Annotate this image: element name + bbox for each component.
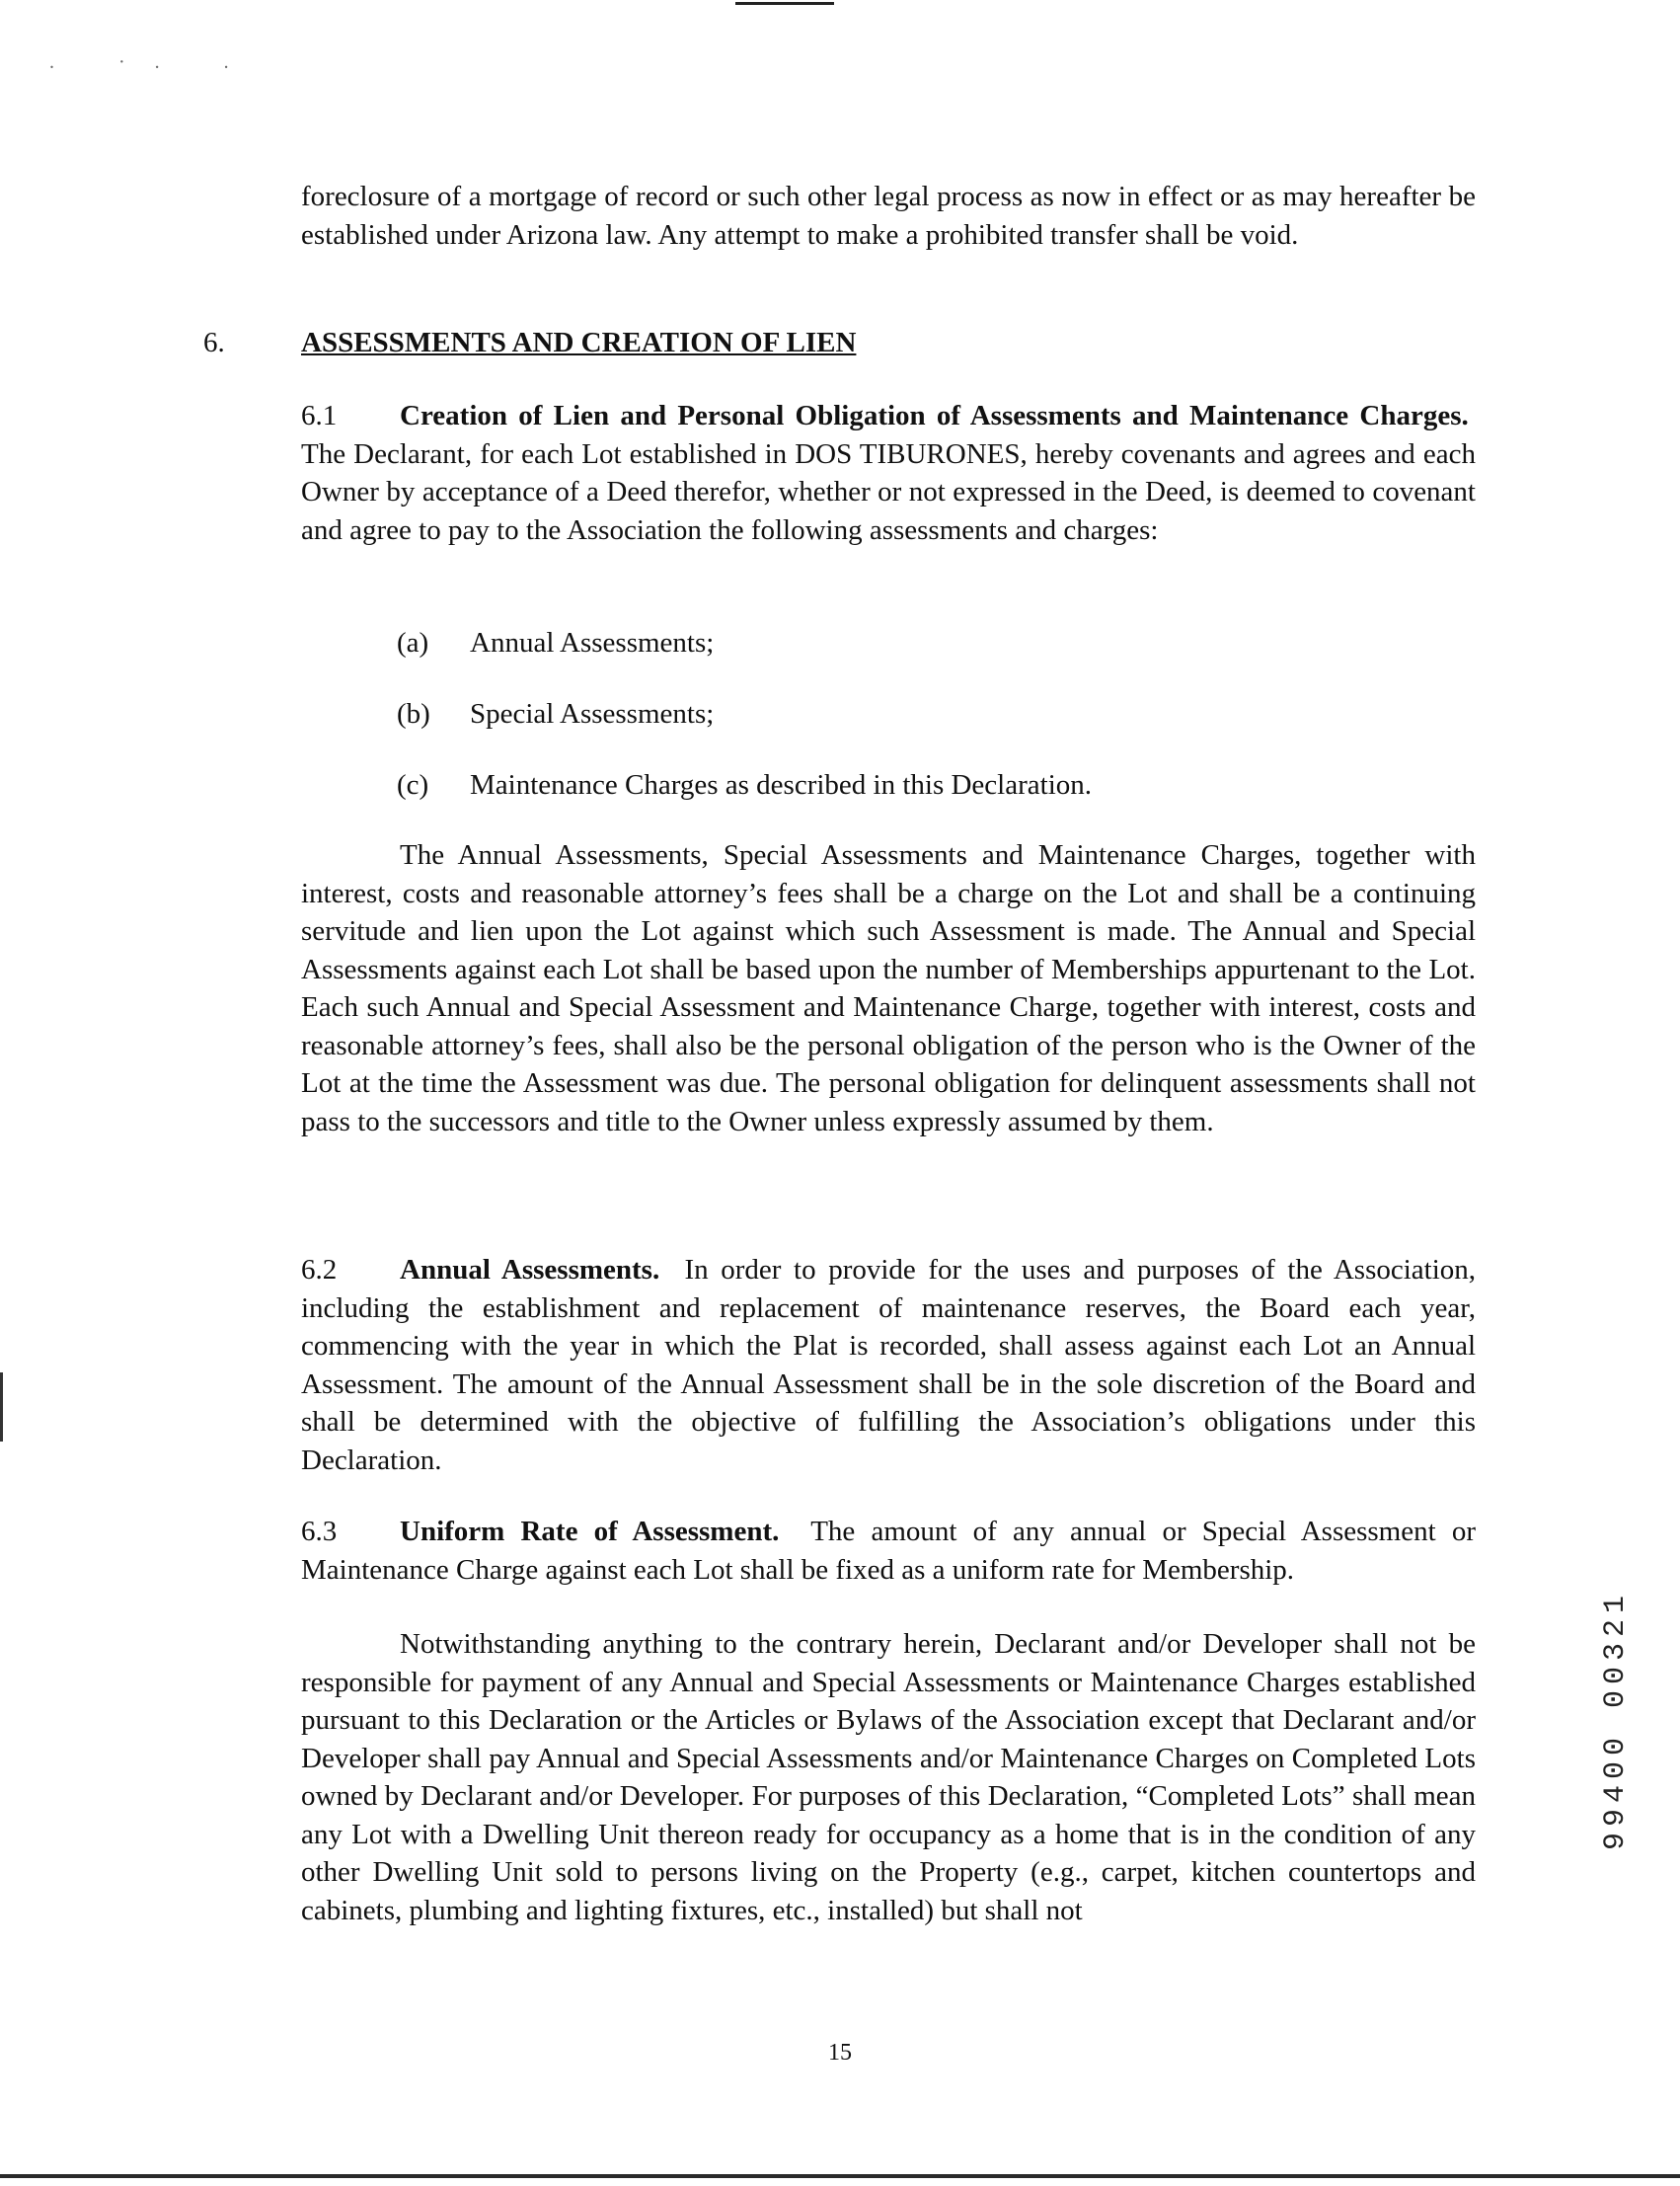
list-marker: (c) <box>397 769 429 801</box>
subsection-text: In order to provide for the uses and purposes of the Association, including the establishment and replacement of maintenance reserves, the Board each year, commencing with the year in which the Plat is recorded, shall assess against each Lot an Annual Assessment. The amount of the Annual Assessment shall be in the sole discretion of the Board and shall be determined with the objective of fulfilling the Association’s obligations under this Declaration. <box>301 1254 1477 1476</box>
section-title: ASSESSMENTS AND CREATION OF LIEN <box>301 327 857 358</box>
list-item <box>397 624 714 662</box>
subsection-number: 6.2 <box>301 1254 338 1286</box>
section-number: 6. <box>203 327 225 358</box>
list-text: Annual Assessments; <box>470 627 715 659</box>
subsection-text: The Declarant, for each Lot established in DOS TIBURONES, hereby covenants and agrees and each Owner by acceptance of a Deed therefor, whether or not expressed in the Deed, is deemed to covenant and agree to pay to the Association the following assessments and charges: <box>301 437 1476 546</box>
paragraph-transfer-end: foreclosure of a mortgage of record or such other legal process as now in effect or as may hereafter be established under Arizona law. Any attempt to make a prohibited transfer shall be void. <box>301 181 1476 251</box>
left-scan-edge <box>0 1372 3 1442</box>
margin-recording-stamp: 99400 00321 <box>1599 1590 1633 1851</box>
bottom-scan-edge <box>0 2174 1680 2178</box>
paragraph-6-2 <box>301 1251 1476 1479</box>
list-marker: (b) <box>397 698 430 730</box>
subsection-heading: Uniform Rate of Assessment. <box>400 1516 780 1547</box>
top-edge-rule <box>735 2 834 5</box>
list-item <box>397 695 714 733</box>
paragraph-6-3 <box>301 1513 1476 1589</box>
subsection-number: 6.3 <box>301 1516 338 1547</box>
subsection-heading: Creation of Lien and Personal Obligation of Assessments and Maintenance Charges. <box>400 400 1469 431</box>
page-number: 15 <box>828 2040 852 2066</box>
list-item <box>397 766 1092 804</box>
scan-specks: . ·. . <box>49 51 259 73</box>
subsection-heading: Annual Assessments. <box>400 1254 660 1286</box>
list-text: Special Assessments; <box>470 698 715 730</box>
list-text: Maintenance Charges as described in this Declaration. <box>470 769 1092 801</box>
subsection-text: The amount of any annual or Special Assessment or Maintenance Charge against each Lot shall be fixed as a uniform rate for Membership. <box>301 1516 1476 1586</box>
list-marker: (a) <box>397 627 429 659</box>
paragraph-declarant-exemption: Notwithstanding anything to the contrary herein, Declarant and/or Developer shall not be responsible for payment of any Annual and Special Assessments or Maintenance Charges established pursuant to this Declaration or the Articles or Bylaws of the Association except that Declarant and/or Developer shall pay Annual and Special Assessments and/or Maintenance Charges on Completed Lots owned by Declarant and/or Developer. For purposes of this Declaration, “Completed Lots” shall mean any Lot with a Dwelling Unit thereon ready for occupancy as a home that is in the condition of any other Dwelling Unit sold to persons living on the Property (e.g., carpet, kitchen countertops and cabinets, plumbing and lighting fixtures, etc., installed) but shall not <box>301 1628 1476 1926</box>
paragraph-6-1 <box>301 397 1476 549</box>
subsection-number: 6.1 <box>301 400 338 431</box>
paragraph-assessment-lien: The Annual Assessments, Special Assessments and Maintenance Charges, together with interest, costs and reasonable attorney’s fees shall be a charge on the Lot and shall be a continuing servitude and lien upon the Lot against which such Assessment is made. The Annual and Special Assessments against each Lot shall be based upon the number of Memberships appurtenant to the Lot. Each such Annual and Special Assessment and Maintenance Charge, together with interest, costs and reasonable attorney’s fees, shall also be the personal obligation of the person who is the Owner of the Lot at the time the Assessment was due. The personal obligation for delinquent assessments shall not pass to the successors and title to the Owner unless expressly assumed by them. <box>301 839 1476 1137</box>
